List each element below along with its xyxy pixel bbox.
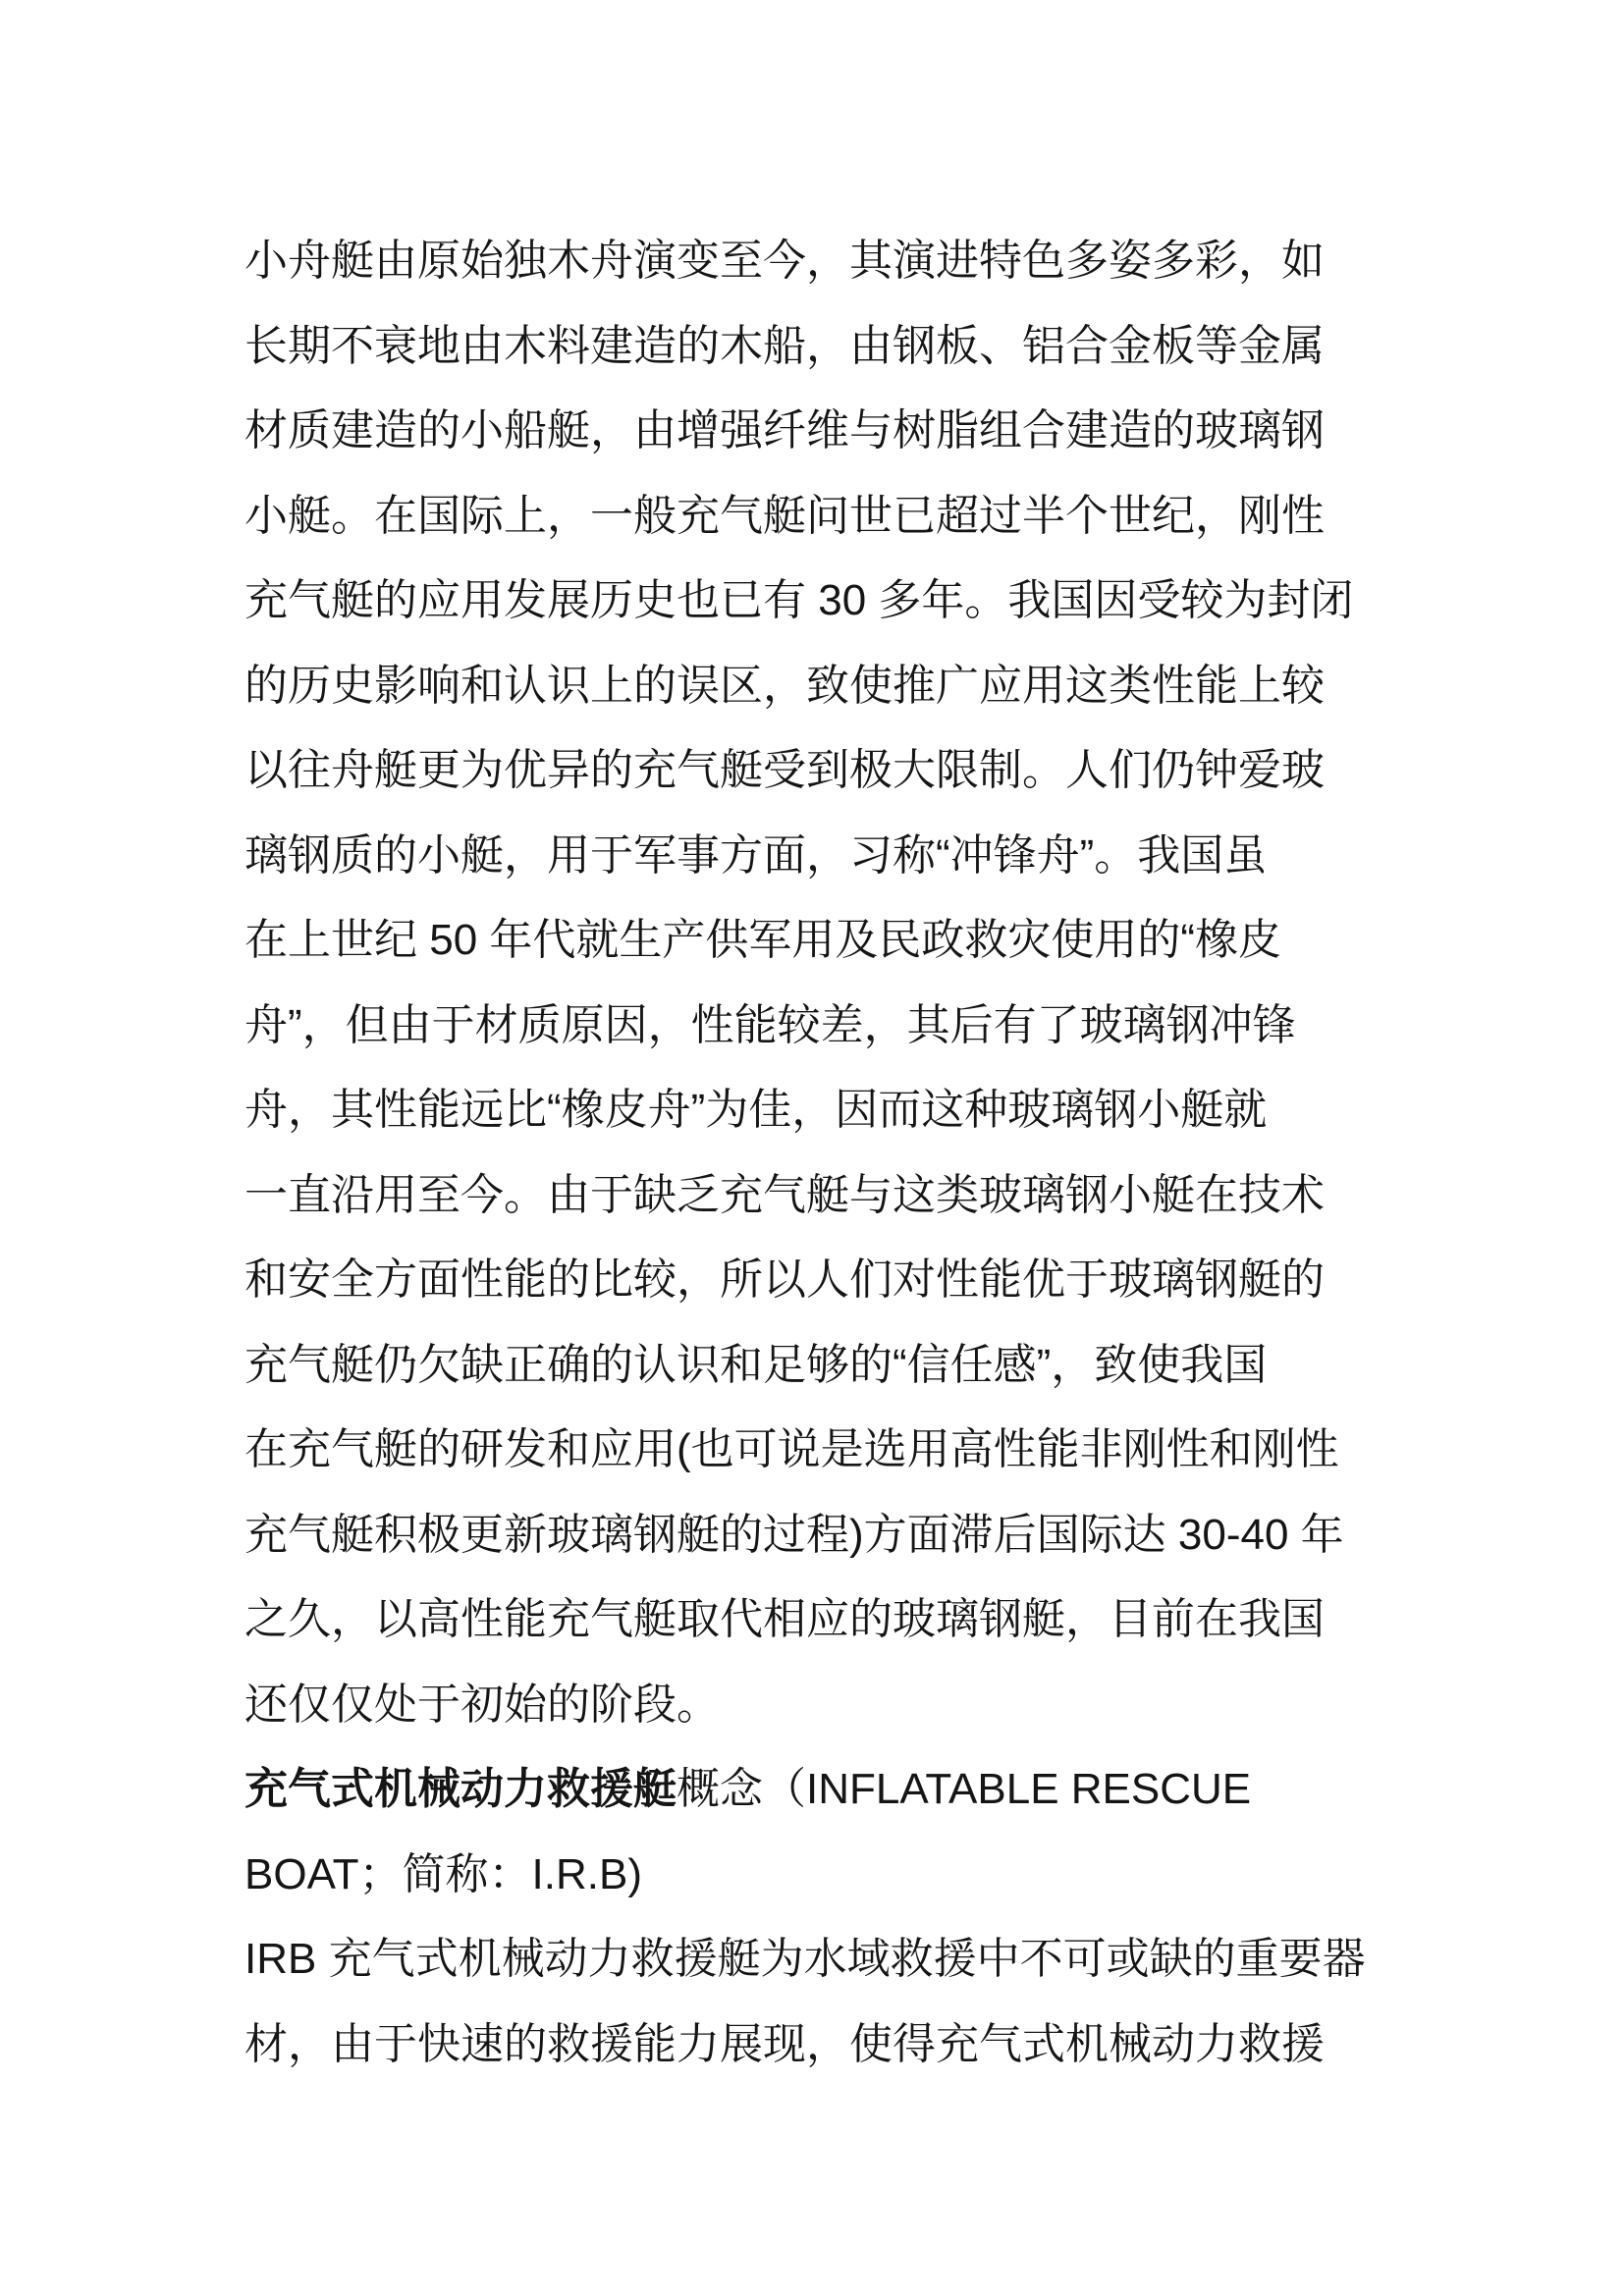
text-run: 和安全方面性能的比较，所以人们对性能优于玻璃钢艇的 [244, 1255, 1325, 1304]
text-run: 之久，以高性能充气艇取代相应的玻璃钢艇，目前在我国 [244, 1595, 1325, 1643]
document-body [244, 219, 1383, 2087]
heading-paragraph-irb [244, 1747, 1383, 1917]
text-line [244, 1747, 1383, 1833]
text-run: 还仅仅处于初始的阶段。 [244, 1680, 720, 1729]
text-line [244, 1917, 1383, 2002]
text-run: 一直沿用至今。由于缺乏充气艇与这类玻璃钢小艇在技术 [244, 1170, 1325, 1219]
text-line [244, 1663, 1383, 1748]
text-line [244, 1068, 1383, 1153]
text-run: BOAT；简称：I.R.B) [244, 1849, 642, 1898]
text-line [244, 1153, 1383, 1239]
text-run: 舟，其性能远比“橡皮舟”为佳，因而这种玻璃钢小艇就 [244, 1086, 1268, 1134]
text-run: IRB 充气式机械动力救援艇为水域救援中不可或缺的重要器 [244, 1935, 1366, 1983]
text-line [244, 1323, 1383, 1409]
body-paragraph-2 [244, 1917, 1383, 2087]
text-run: 的历史影响和认识上的误区，致使推广应用这类性能上较 [244, 661, 1325, 710]
text-line [244, 984, 1383, 1069]
text-run: 小艇。在国际上，一般充气艇问世已超过半个世纪，刚性 [244, 491, 1325, 540]
text-line [244, 728, 1383, 814]
text-line [244, 219, 1383, 304]
text-run: 小舟艇由原始独木舟演变至今，其演进特色多姿多彩，如 [244, 237, 1325, 285]
text-run: 舟”，但由于材质原因，性能较差，其后有了玻璃钢冲锋 [244, 1000, 1296, 1049]
text-line [244, 389, 1383, 474]
text-run: 在上世纪 50 年代就生产供军用及民政救灾使用的“橡皮 [244, 916, 1282, 964]
text-line [244, 2002, 1383, 2088]
text-run: 概念（INFLATABLE RESCUE [677, 1765, 1252, 1813]
text-line [244, 559, 1383, 644]
text-line [244, 304, 1383, 390]
text-run: 以往舟艇更为优异的充气艇受到极大限制。人们仍钟爱玻 [244, 746, 1325, 794]
text-line [244, 1577, 1383, 1663]
text-line [244, 644, 1383, 729]
text-run: 材质建造的小船艇，由增强纤维与树脂组合建造的玻璃钢 [244, 406, 1325, 454]
text-run: 在充气艇的研发和应用(也可说是选用高性能非刚性和刚性 [244, 1425, 1339, 1473]
text-line [244, 898, 1383, 984]
text-run: 长期不衰地由木料建造的木船，由钢板、铝合金板等金属 [244, 321, 1325, 370]
text-line [244, 1493, 1383, 1578]
text-line [244, 1238, 1383, 1323]
text-run: 材，由于快速的救援能力展现，使得充气式机械动力救援 [244, 2019, 1325, 2068]
text-run: 充气艇仍欠缺正确的认识和足够的“信任感”，致使我国 [244, 1340, 1268, 1389]
text-run: 充气艇积极更新玻璃钢艇的过程)方面滞后国际达 30-40 年 [244, 1510, 1344, 1559]
text-line [244, 1408, 1383, 1493]
text-line [244, 1833, 1383, 1918]
text-run: 充气艇的应用发展历史也已有 30 多年。我国因受较为封闭 [244, 576, 1354, 624]
body-paragraph-1 [244, 219, 1383, 1747]
bold-text-run: 充气式机械动力救援艇 [244, 1765, 677, 1813]
text-run: 璃钢质的小艇，用于军事方面，习称“冲锋舟”。我国虽 [244, 830, 1268, 880]
text-line [244, 474, 1383, 560]
text-line [244, 814, 1383, 899]
